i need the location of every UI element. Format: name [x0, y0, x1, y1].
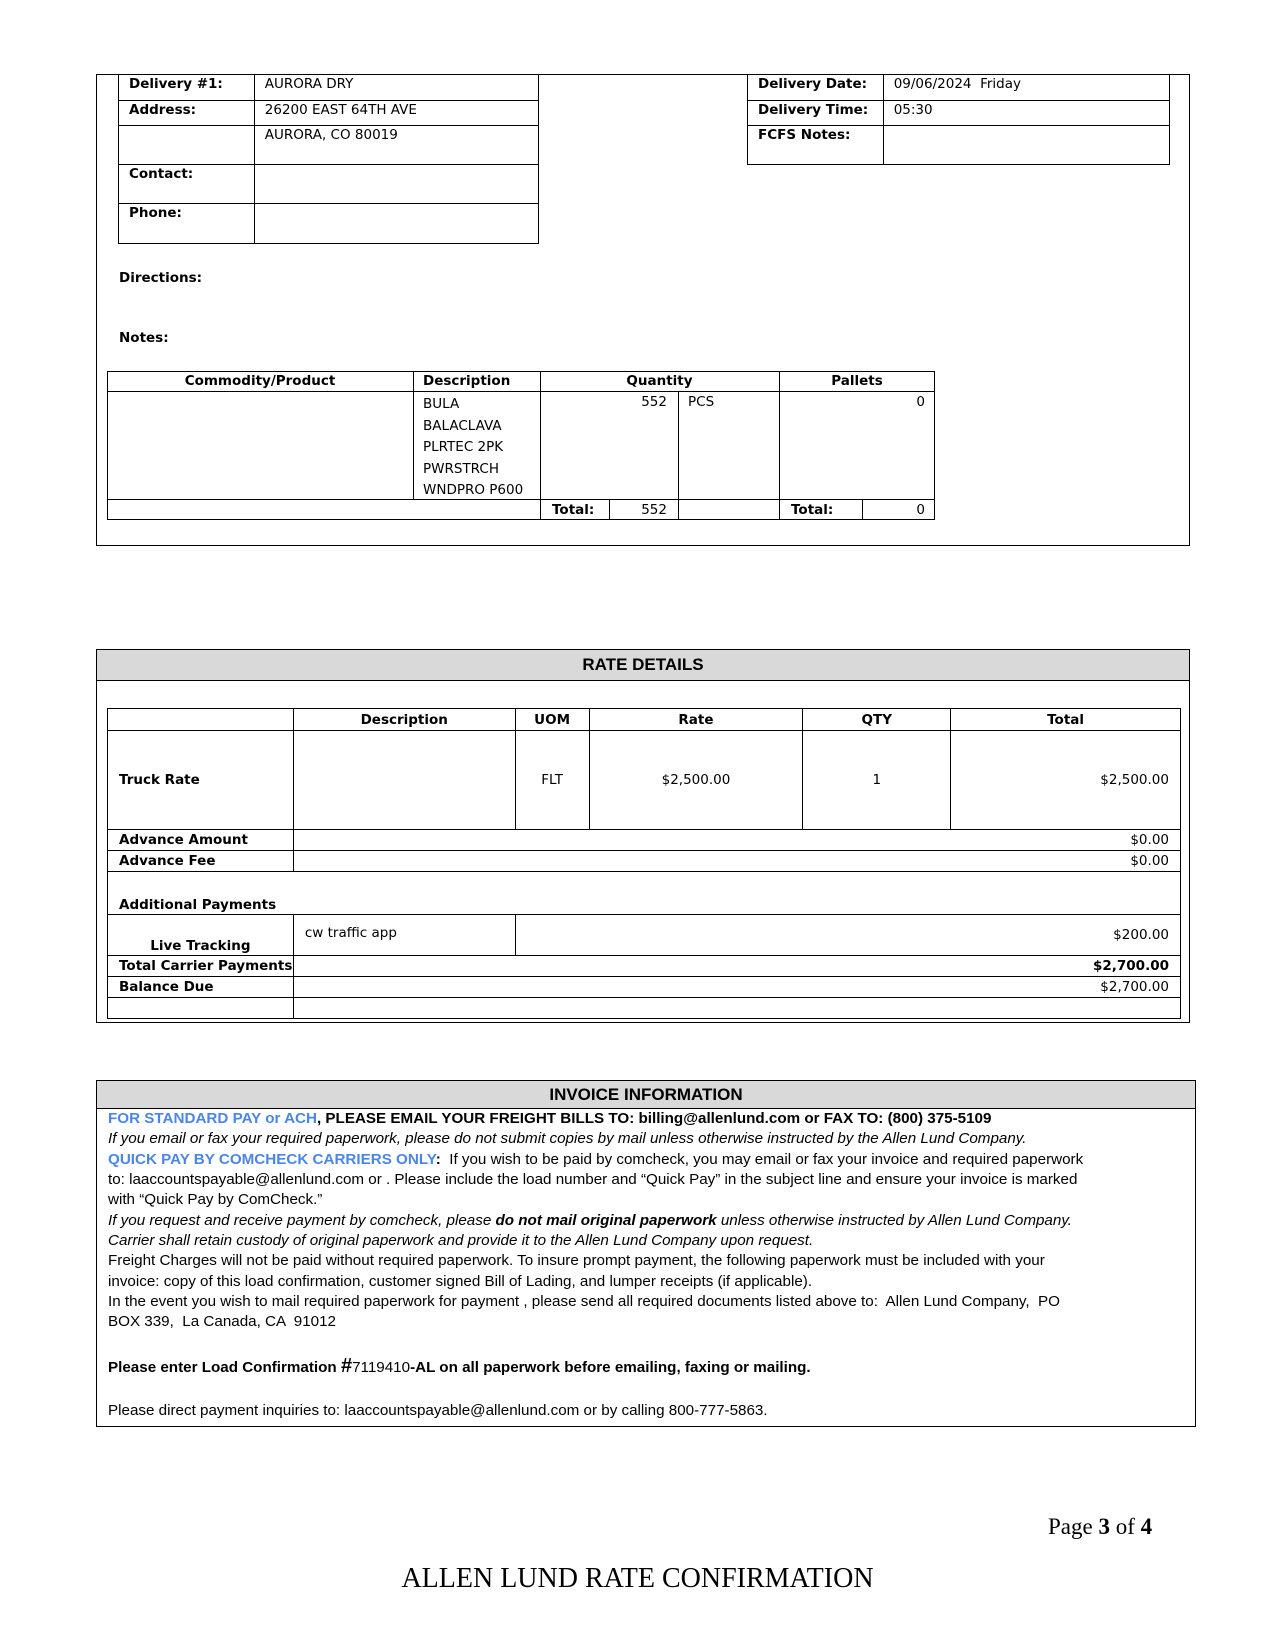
invoice-line-6 [108, 1211, 1188, 1231]
invoice-line-11: BOX 339, La Canada, CA 91012 [108, 1313, 336, 1330]
delivery-date-value: 09/06/2024 Friday [883, 75, 1169, 101]
invoice-line-10: In the event you wish to mail required paperwork for payment , please send all required documents listed above to: Allen Lund Company, PO [108, 1293, 1060, 1310]
comcheck-text-c: unless otherwise instructed by Allen Lund Company. [716, 1212, 1073, 1229]
rate-header-empty [108, 709, 294, 731]
contact-label: Contact: [119, 165, 255, 204]
standard-pay-text: , PLEASE EMAIL YOUR FREIGHT BILLS TO: billing@allenlund.com or FAX TO: (800) 375-5109 [316, 1110, 992, 1127]
col-divider [678, 391, 679, 520]
contact-value [254, 165, 538, 204]
invoice-line-2: If you email or fax your required paperwork, please do not submit copies by mail unless otherwise instructed by the Allen Lund Company. [108, 1130, 1027, 1147]
standard-pay-label: FOR STANDARD PAY or ACH [108, 1110, 317, 1127]
invoice-title: INVOICE INFORMATION [96, 1080, 1196, 1109]
list-item: PLRTEC 2PK [423, 439, 504, 455]
truck-rate-label: Truck Rate [108, 731, 294, 830]
phone-label: Phone: [119, 204, 255, 244]
invoice-line-8: Freight Charges will not be paid without required paperwork. To insure prompt payment, the following paperwork must be included with your [108, 1252, 1045, 1269]
truck-rate-uom: FLT [515, 731, 589, 830]
load-confirmation-text-b: -AL on all paperwork before emailing, faxing or mailing. [410, 1359, 811, 1376]
live-tracking-label: Live Tracking [108, 915, 294, 956]
directions-label: Directions: [119, 270, 203, 286]
quick-pay-text: If you wish to be paid by comcheck, you may email or fax your invoice and required paperwork [440, 1151, 1084, 1168]
col-divider [413, 371, 414, 499]
rate-empty-cell [108, 998, 294, 1019]
rate-table [107, 708, 1181, 1019]
list-item: PWRSTRCH [423, 460, 499, 477]
invoice-line-9: invoice: copy of this load confirmation, customer signed Bill of Lading, and lumper receipts (if applicable). [108, 1273, 813, 1290]
delivery-time-label: Delivery Time: [748, 101, 884, 126]
document-title: ALLEN LUND RATE CONFIRMATION [401, 1563, 874, 1594]
list-item: BULA [423, 396, 460, 412]
pallets-header: Pallets [831, 373, 883, 389]
total-quantity-label: Total: [552, 502, 595, 518]
live-tracking-value: $200.00 [515, 915, 1180, 956]
quantity-header: Quantity [626, 373, 693, 389]
balance-due-label: Balance Due [108, 977, 294, 998]
address-line1: 26200 EAST 64TH AVE [254, 101, 538, 126]
delivery-value: AURORA DRY [254, 75, 538, 101]
additional-payments-label: Additional Payments [108, 872, 1181, 915]
rate-details-title: RATE DETAILS [96, 649, 1190, 681]
list-item: BALACLAVA [423, 417, 502, 434]
address-label-empty [119, 126, 255, 165]
truck-rate-description [293, 731, 515, 830]
advance-amount-value: $0.00 [293, 830, 1180, 851]
description-header: Description [423, 373, 511, 389]
rate-rate-header: Rate [589, 709, 803, 731]
invoice-line-5: with “Quick Pay by ComCheck.” [108, 1191, 323, 1208]
total-quantity-value: 552 [641, 502, 667, 518]
total-carrier-payments-label: Total Carrier Payments [108, 956, 294, 977]
list-item: WNDPRO P600 [423, 482, 524, 498]
comcheck-text-bold: do not mail original paperwork [495, 1212, 717, 1229]
page-number [1048, 1514, 1152, 1540]
description-list [423, 394, 523, 502]
quantity-value: 552 [641, 394, 667, 410]
fcfs-notes-value [883, 126, 1169, 165]
page-total: 4 [1140, 1514, 1153, 1539]
invoice-line-3 [108, 1150, 1188, 1170]
load-confirmation-text-a: Please enter Load Confirmation [108, 1359, 341, 1376]
address-line2: AURORA, CO 80019 [254, 126, 538, 165]
quick-pay-colon: : [435, 1151, 441, 1168]
rate-description-header: Description [293, 709, 515, 731]
delivery-time-value: 05:30 [883, 101, 1169, 126]
page-word: Page [1048, 1514, 1099, 1539]
truck-rate-rate: $2,500.00 [589, 731, 803, 830]
commodity-header-divider [107, 391, 935, 392]
delivery-label: Delivery #1: [119, 75, 255, 101]
truck-rate-total: $2,500.00 [951, 731, 1181, 830]
invoice-line-1 [108, 1109, 1188, 1129]
load-confirmation-hash: # [340, 1355, 353, 1377]
total-pallets-value: 0 [916, 502, 925, 518]
delivery-schedule-table [747, 74, 1170, 165]
phone-value [254, 204, 538, 244]
rate-uom-header: UOM [515, 709, 589, 731]
delivery-info-table [118, 74, 539, 244]
total-pallets-label: Total: [791, 502, 834, 518]
page-of: of [1109, 1514, 1141, 1539]
truck-rate-qty: 1 [803, 731, 951, 830]
delivery-date-label: Delivery Date: [748, 75, 884, 101]
invoice-line-13: Please direct payment inquiries to: laaccountspayable@allenlund.com or by calling 800-777-5863. [108, 1402, 768, 1419]
load-confirmation-number: 7119410 [352, 1359, 411, 1376]
balance-due-value: $2,700.00 [293, 977, 1180, 998]
pallets-value: 0 [916, 394, 925, 410]
invoice-line-4: to: laaccountspayable@allenlund.com or . Please include the load number and “Quick Pay” in the subject line and ensure your invoice is marked [108, 1171, 1078, 1188]
invoice-line-12 [108, 1356, 1188, 1378]
quick-pay-label: QUICK PAY BY COMCHECK CARRIERS ONLY [108, 1151, 436, 1168]
address-label: Address: [119, 101, 255, 126]
invoice-line-7: Carrier shall retain custody of original paperwork and provide it to the Allen Lund Company upon request. [108, 1232, 814, 1249]
commodity-header: Commodity/Product [184, 373, 336, 389]
advance-amount-label: Advance Amount [108, 830, 294, 851]
page-current: 3 [1098, 1514, 1110, 1539]
comcheck-text-a: If you request and receive payment by comcheck, please [108, 1212, 496, 1229]
advance-fee-value: $0.00 [293, 851, 1180, 872]
advance-fee-label: Advance Fee [108, 851, 294, 872]
rate-empty-cell [293, 998, 1180, 1019]
fcfs-notes-label: FCFS Notes: [748, 126, 884, 165]
rate-total-header: Total [951, 709, 1181, 731]
live-tracking-description: cw traffic app [293, 915, 515, 956]
notes-label: Notes: [119, 330, 169, 346]
quantity-unit: PCS [688, 394, 715, 410]
rate-qty-header: QTY [803, 709, 951, 731]
total-carrier-payments-value: $2,700.00 [293, 956, 1180, 977]
